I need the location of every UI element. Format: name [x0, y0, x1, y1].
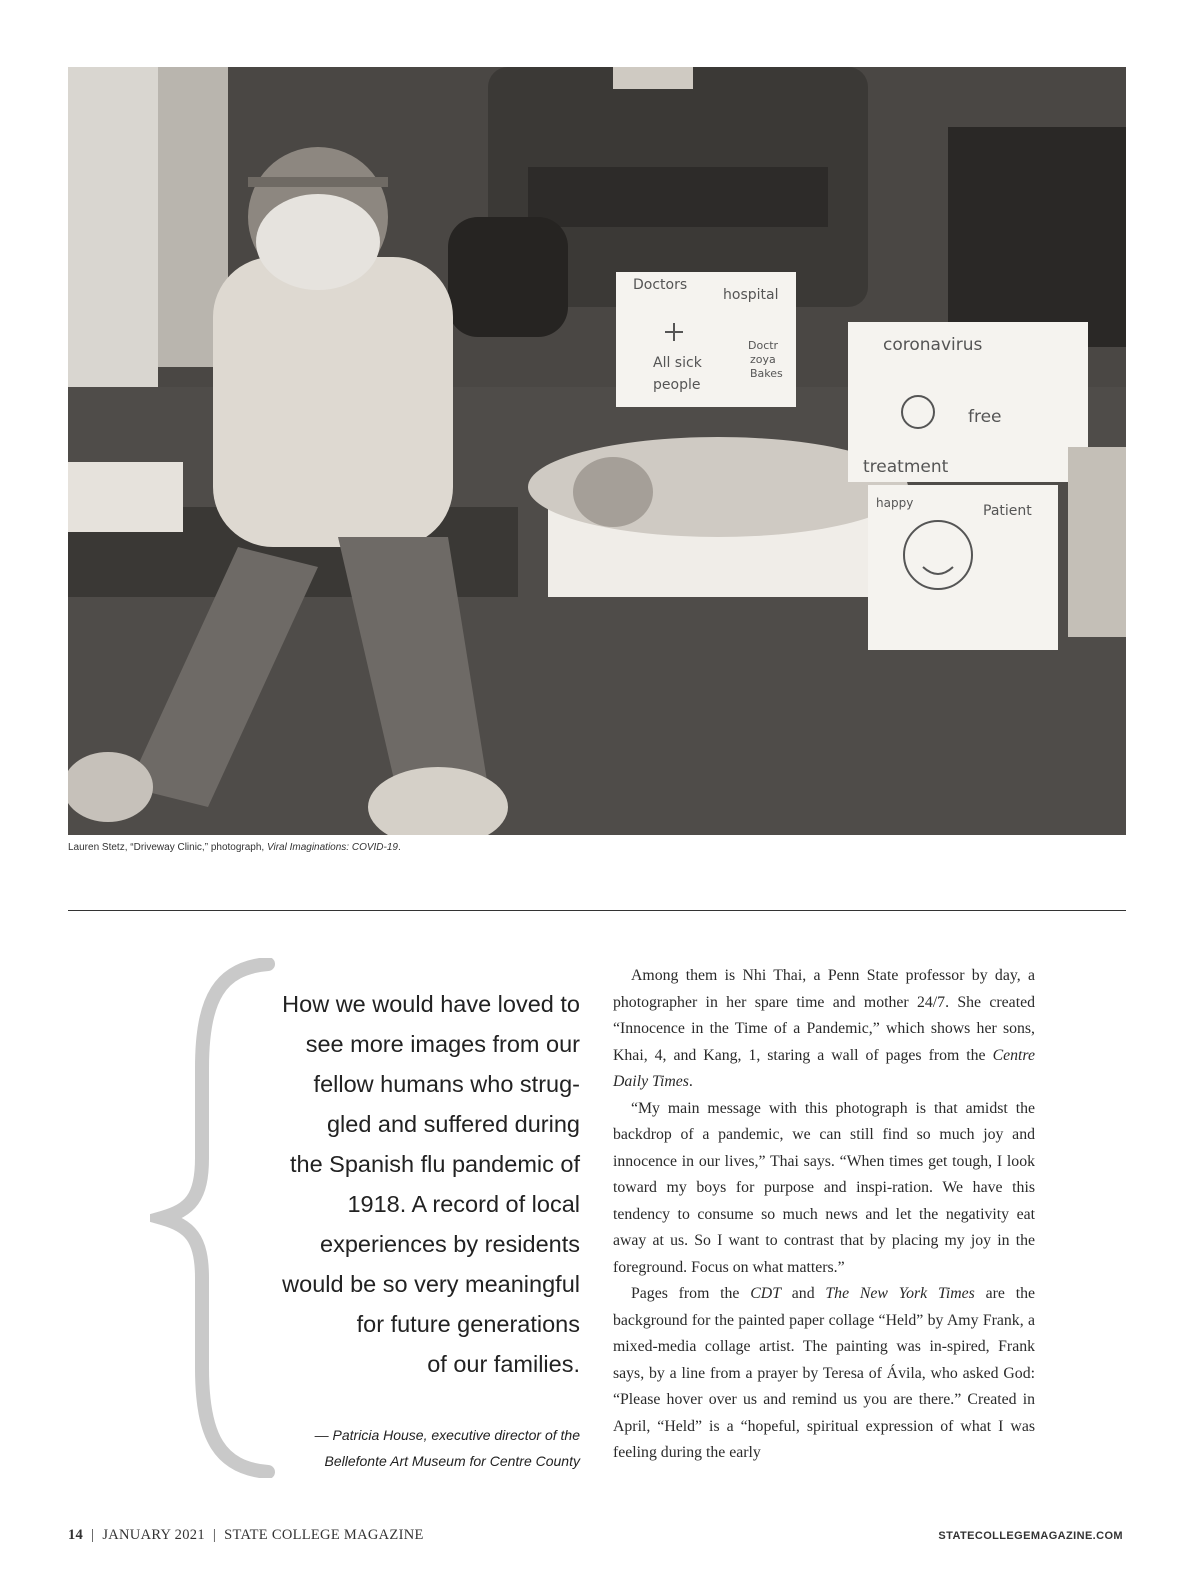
photo-caption	[68, 842, 1126, 853]
sign-zoya-text: zoya	[750, 353, 776, 366]
article-body	[613, 963, 1035, 1467]
pull-quote	[250, 984, 580, 1384]
photo-illustration	[68, 67, 1126, 835]
pull-quote-line: would be so very meaningful	[282, 1271, 580, 1297]
pull-quote-attribution	[220, 1422, 580, 1474]
page-folio	[68, 1527, 424, 1544]
cdt-title: CDT	[750, 1285, 781, 1302]
sign-free-text: free	[968, 407, 1002, 427]
sign-coronavirus-text: coronavirus	[883, 335, 983, 355]
p3-text: and	[780, 1285, 826, 1302]
caption-end: .	[397, 842, 401, 853]
p3-text: Pages from the	[631, 1285, 751, 1302]
p1-end: .	[688, 1073, 693, 1090]
p1-text: Among them is Nhi Thai, a Penn State professor by day, a photographer in her spare time and mother 24/7. She created “Innocence in the Time of a Pandemic,” which shows her sons, Khai, 4, and Kang, 1, staring a wall of pages from the	[613, 967, 1035, 1064]
sign-doctor-text: Doctr	[748, 339, 779, 352]
sign-happy-text: happy	[876, 496, 914, 510]
pull-quote-line: 1918. A record of local	[347, 1191, 580, 1217]
section-divider	[68, 910, 1126, 911]
magazine-name: STATE COLLEGE MAGAZINE	[224, 1527, 424, 1543]
pull-quote-line: for future generations	[356, 1311, 580, 1337]
p3-text: are the background for the painted paper collage “Held” by Amy Frank, a mixed-media collage artist. The painting was in-spired, Frank says, by a line from a prayer by Teresa of Ávila, who asked God: “Please hover over us and remind us you are there.” Created in April, “Held” is a “hopeful, spiritual expression of what I was feeling during the early	[613, 1285, 1035, 1461]
sign-people-text: people	[653, 377, 701, 393]
pull-quote-line: see more images from our	[305, 1031, 580, 1057]
article-paragraph	[613, 963, 1035, 1096]
pull-quote-line: How we would have loved to	[282, 991, 580, 1017]
pull-quote-line: of our families.	[427, 1351, 580, 1377]
sign-all-sick-text: All sick	[653, 355, 702, 371]
pull-quote-line: the Spanish flu pandemic of	[289, 1151, 580, 1177]
centre-daily-times-title: Centre Daily Times	[613, 1046, 1035, 1090]
folio-separator: |	[91, 1527, 95, 1543]
sign-treatment-text: treatment	[863, 457, 949, 477]
pull-quote-line: fellow humans who strug-	[313, 1071, 580, 1097]
sign-patient-text: Patient	[983, 503, 1032, 519]
caption-source: Viral Imaginations: COVID-19	[266, 842, 398, 853]
page-number: 14	[68, 1527, 84, 1543]
driveway-clinic-photo	[68, 67, 1126, 835]
folio-separator: |	[212, 1527, 217, 1543]
sign-bakes-text: Bakes	[750, 367, 783, 380]
article-paragraph	[613, 1281, 1035, 1467]
nyt-title: The New York Times	[825, 1285, 975, 1302]
caption-credit: Lauren Stetz, “Driveway Clinic,” photograph,	[68, 842, 265, 853]
sign-hospital-text: hospital	[723, 287, 779, 303]
sign-doctors-text: Doctors	[633, 277, 688, 293]
issue-date: JANUARY 2021	[102, 1527, 205, 1543]
pull-quote-line: gled and suffered during	[326, 1111, 580, 1137]
website-url: STATECOLLEGEMAGAZINE.COM	[938, 1530, 1123, 1542]
attribution-line: Bellefonte Art Museum for Centre County	[324, 1453, 580, 1469]
article-paragraph: “My main message with this photograph is that amidst the backdrop of a pandemic, we can still find so much joy and innocence in our lives,” Thai says. “When times get tough, I look toward my boys for purpose and inspi-ration. We have this tendency to consume so much news and let the negativity eat away at us. So I want to contrast that by placing my joy in the foreground. Focus on what matters.”	[613, 1099, 1035, 1276]
attribution-line: — Patricia House, executive director of the	[314, 1427, 580, 1443]
pull-quote-line: experiences by residents	[320, 1231, 580, 1257]
